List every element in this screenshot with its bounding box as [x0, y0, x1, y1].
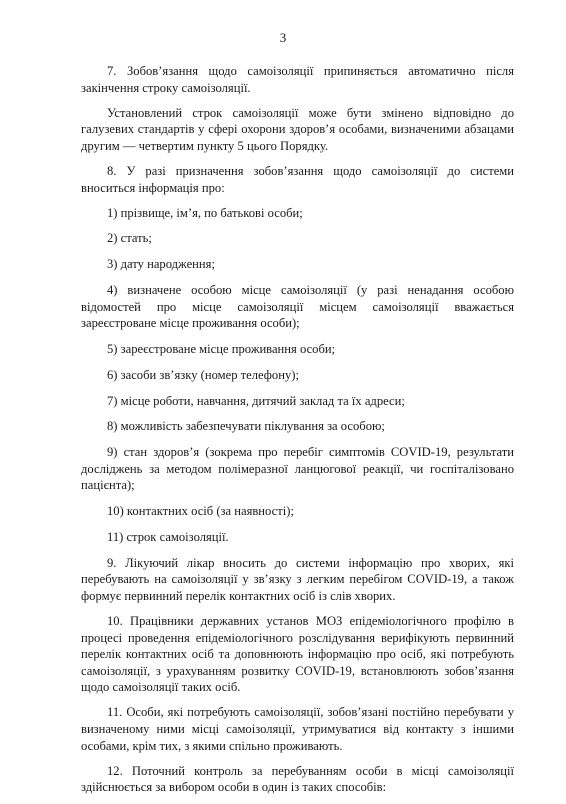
list-item-9: 9) стан здоров’я (зокрема про перебіг симптомів COVID-19, результати досліджень за методом полімеразної ланцюгової реакції, чи госпіталізовано пацієнта);: [81, 445, 514, 493]
list-item-10: 10) контактних осіб (за наявності);: [107, 504, 294, 519]
list-item-2: 2) стать;: [107, 231, 152, 246]
list-item-11: 11) строк самоізоляції.: [107, 529, 229, 544]
list-item-6: 6) засоби зв’язку (номер телефону);: [107, 367, 299, 382]
paragraph-11: 11. Особи, які потребують самоізоляції, зобов’язані постійно перебувати у визначеному ними місці самоізоляції, утримуватися від контакту з іншими особами, крім тих, з якими спільно проживають.: [81, 705, 514, 753]
paragraph-10: 10. Працівники державних установ МОЗ епідеміологічного профілю в процесі проведення епідеміологічного розслідування верифікують первинний перелік контактних осіб та доповнюють інформацію про осіб, які потребують самоізоляції, з урахуванням розвитку COVID-19, встановлюють зобов’язання щодо самоізоляції таких осіб.: [81, 613, 514, 695]
paragraph-12: 12. Поточний контроль за перебуванням особи в місці самоізоляції здійснюється за вибором особи в один із таких способів:: [81, 763, 514, 795]
paragraph-term-change: Установлений строк самоізоляції може бути змінено відповідно до галузевих стандартів у сфері охорони здоров’я особами, визначеними абзацами другим — четвертим пункту 5 цього Порядку.: [81, 105, 514, 153]
paragraph-9: 9. Лікуючий лікар вносить до системи інформацію про хворих, які перебувають на самоізоляції у зв’язку з легким перебігом COVID-19, а також формує первинний перелік контактних осіб із слів хворих.: [81, 555, 514, 603]
page-number: 3: [279, 30, 287, 45]
list-item-3: 3) дату народження;: [107, 257, 215, 272]
list-item-7: 7) місце роботи, навчання, дитячий заклад та їх адреси;: [107, 393, 405, 408]
list-item-5: 5) зареєстроване місце проживання особи;: [107, 341, 336, 356]
paragraph-7: 7. Зобов’язання щодо самоізоляції припиняється автоматично після закінчення строку самоізоляції.: [81, 64, 514, 95]
list-item-1: 1) прізвище, ім’я, по батькові особи;: [107, 205, 303, 220]
list-item-4: 4) визначене особою місце самоізоляції (у разі ненадання особою відомостей про місце самоізоляції місцем самоізоляції вважається зареєстроване місце проживання особи);: [81, 283, 514, 331]
document-body: [81, 63, 514, 804]
paragraph-8: 8. У разі призначення зобов’язання щодо самоізоляції до системи вноситься інформація про:: [81, 163, 514, 195]
list-item-8: 8) можливість забезпечувати піклування за особою;: [107, 419, 385, 434]
